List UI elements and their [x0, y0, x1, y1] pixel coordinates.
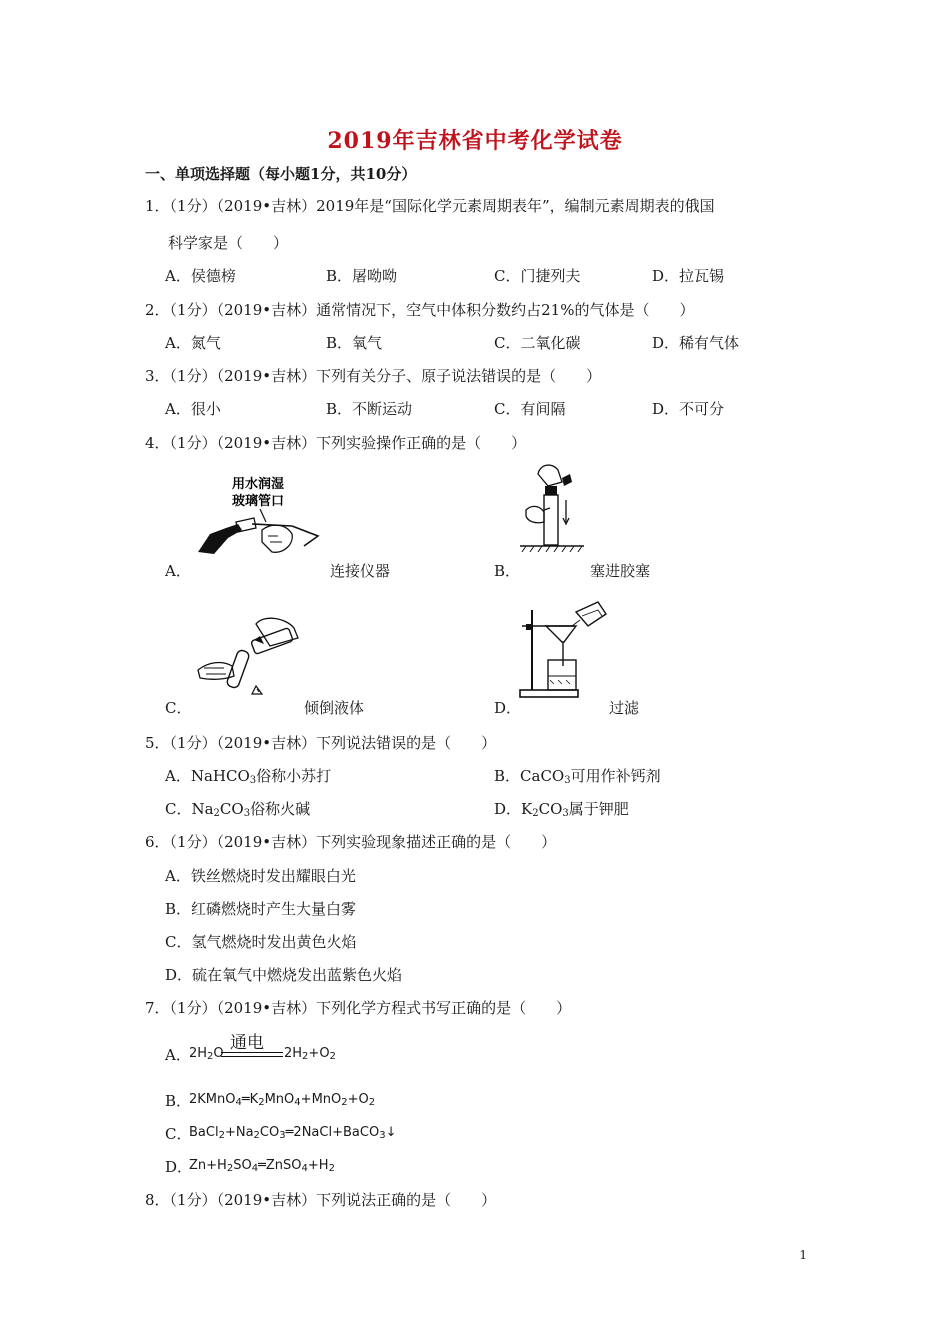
question-7-option-a-product: $2H_2+O_2$ — [284, 1046, 336, 1062]
question-8-stem: 8．（1分）（2019•吉林）下列说法正确的是（ ） — [145, 1191, 497, 1209]
question-5-option-c: C．$Na_2CO_3$俗称火碱 — [165, 800, 311, 819]
question-1-stem-line2: 科学家是（ ） — [168, 234, 289, 252]
question-5-option-d: D．$K_2CO_3$属于钾肥 — [494, 800, 629, 819]
question-4-option-b-letter: B． — [494, 562, 521, 580]
question-5-stem: 5．（1分）（2019•吉林）下列说法错误的是（ ） — [145, 734, 497, 752]
question-7-option-a-reactant: $2H_2O$ — [189, 1046, 224, 1062]
section-heading: 一、单项选择题（每小题1分，共10分） — [145, 165, 417, 183]
question-6-option-d: D．硫在氧气中燃烧发出蓝紫色火焰 — [165, 966, 403, 984]
question-4-option-a-caption: 连接仪器 — [330, 562, 391, 580]
equation-line-bottom — [221, 1056, 283, 1057]
question-5-option-b: B．CaCO$_3$可用作补钙剂 — [494, 767, 661, 786]
page-number: 1 — [799, 1248, 807, 1262]
question-7-option-c-equation: $BaCl_2+Na_2CO_3═2NaCl+BaCO_3↓$ — [189, 1125, 397, 1141]
question-3-option-c: C．有间隔 — [494, 400, 566, 418]
question-6-stem: 6．（1分）（2019•吉林）下列实验现象描述正确的是（ ） — [145, 833, 557, 851]
question-7-stem: 7．（1分）（2019•吉林）下列化学方程式书写正确的是（ ） — [145, 999, 572, 1017]
reaction-condition: 通电 — [230, 1033, 264, 1053]
question-1-option-a: A．侯德榜 — [165, 267, 236, 285]
question-1-option-d: D．拉瓦锡 — [652, 267, 725, 285]
equation-line-top — [221, 1052, 283, 1053]
figure-pour-liquid — [194, 610, 304, 700]
question-1-option-b: B．屠呦呦 — [326, 267, 398, 285]
page-title: 2019年吉林省中考化学试卷 — [327, 128, 623, 154]
question-1-stem-line1: 1．（1分）（2019•吉林）2019年是“国际化学元素周期表年”，编制元素周期表的俄国 — [145, 197, 715, 215]
question-6-option-c: C．氢气燃烧时发出黄色火焰 — [165, 933, 357, 951]
question-3-option-d: D．不可分 — [652, 400, 725, 418]
figure-insert-stopper — [518, 460, 588, 560]
question-6-option-a: A．铁丝燃烧时发出耀眼白光 — [165, 867, 356, 885]
question-7-option-d-letter: D． — [165, 1158, 193, 1176]
question-3-option-b: B．不断运动 — [326, 400, 413, 418]
question-6-option-b: B．红磷燃烧时产生大量白雾 — [165, 900, 357, 918]
question-4-option-b-caption: 塞进胶塞 — [590, 562, 651, 580]
question-2-option-a: A．氮气 — [165, 334, 221, 352]
question-7-option-b-equation: $2KMnO_4═K_2MnO_4+MnO_2+O_2$ — [189, 1092, 376, 1108]
figure-connect-apparatus — [196, 472, 326, 562]
question-2-option-b: B．氧气 — [326, 334, 383, 352]
question-2-stem: 2．（1分）（2019•吉林）通常情况下，空气中体积分数约占21%的气体是（ ） — [145, 301, 695, 319]
question-4-option-d-caption: 过滤 — [609, 699, 640, 717]
question-4-option-d-letter: D． — [494, 699, 522, 717]
figure-label-wet: 用水润湿 — [232, 477, 285, 492]
question-5-option-a: A．NaHCO$_3$俗称小苏打 — [165, 767, 332, 786]
question-4-option-c-letter: C． — [165, 699, 192, 717]
question-7-option-c-letter: C． — [165, 1125, 192, 1143]
question-4-option-c-caption: 倾倒液体 — [304, 699, 365, 717]
question-1-option-c: C．门捷列夫 — [494, 267, 581, 285]
figure-filtration — [518, 600, 608, 700]
question-4-stem: 4．（1分）（2019•吉林）下列实验操作正确的是（ ） — [145, 434, 527, 452]
question-3-option-a: A．很小 — [165, 400, 221, 418]
question-7-option-d-equation: $Zn+H_2SO_4═ZnSO_4+H_2$ — [189, 1158, 335, 1174]
question-7-option-b-letter: B． — [165, 1092, 192, 1110]
question-7-option-a-letter: A． — [165, 1046, 191, 1064]
figure-label-tube-mouth: 玻璃管口 — [232, 494, 285, 509]
question-2-option-d: D．稀有气体 — [652, 334, 740, 352]
question-2-option-c: C．二氧化碳 — [494, 334, 581, 352]
question-3-stem: 3．（1分）（2019•吉林）下列有关分子、原子说法错误的是（ ） — [145, 367, 602, 385]
question-4-option-a-letter: A． — [165, 562, 191, 580]
